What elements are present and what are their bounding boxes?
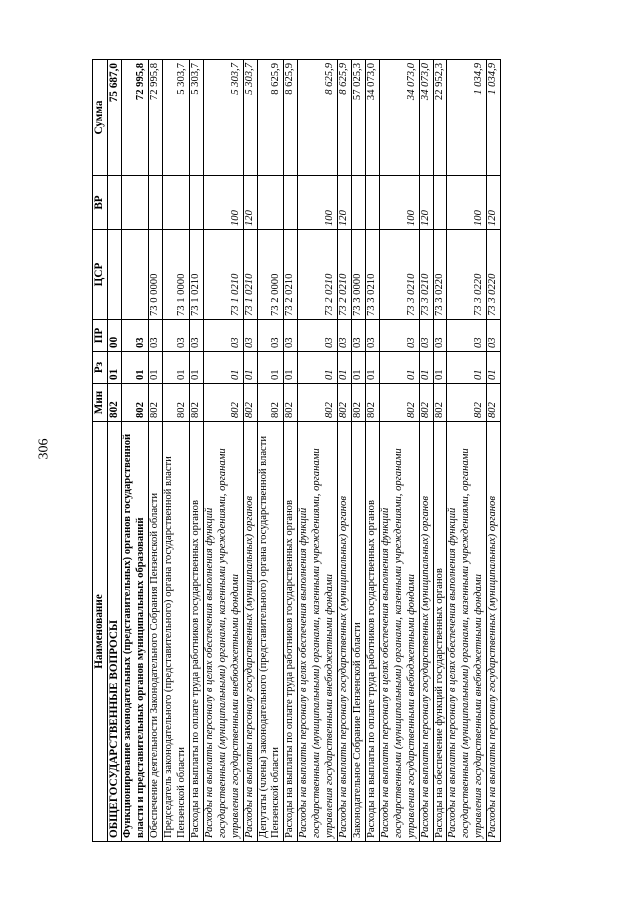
name-cell: Расходы на выплаты персоналу в целях обеспечения выполнения функций государственными (муниципальными) органами, казенными учреждениями, органами управления государственными внебюджетными фондами <box>379 422 419 842</box>
vr-cell <box>107 176 122 230</box>
pr-cell: 03 <box>284 320 298 352</box>
table-row <box>149 60 163 842</box>
pr-cell: 03 <box>189 320 203 352</box>
min-cell: 802 <box>107 384 122 422</box>
name-cell: Расходы на выплаты персоналу государственных (муниципальных) органов <box>243 422 257 842</box>
sum-cell: 8 625,9 <box>257 60 284 176</box>
rz-cell: 01 <box>447 352 487 384</box>
table-row <box>433 60 447 842</box>
pr-cell: 03 <box>433 320 447 352</box>
page-number: 306 <box>36 438 52 460</box>
min-cell: 802 <box>365 384 379 422</box>
csr-cell: 73 3 0220 <box>433 230 447 320</box>
min-cell: 802 <box>149 384 163 422</box>
sum-cell: 1 034,9 <box>487 60 501 176</box>
pr-cell: 03 <box>447 320 487 352</box>
min-cell: 802 <box>379 384 419 422</box>
name-cell: Депутаты (члены) законодательного (представительного) органа государственной власти Пензенской области <box>257 422 284 842</box>
rz-cell: 01 <box>298 352 338 384</box>
header-pr: ПР <box>93 320 108 352</box>
min-cell: 802 <box>433 384 447 422</box>
name-cell: Функционирование законодательных (представительных) органов государственной власти и представительных органов муниципальных образований <box>122 422 149 842</box>
csr-cell: 73 2 0000 <box>257 230 284 320</box>
min-cell: 802 <box>487 384 501 422</box>
sum-cell: 8 625,9 <box>284 60 298 176</box>
csr-cell: 73 3 0220 <box>487 230 501 320</box>
csr-cell <box>122 230 149 320</box>
min-cell: 802 <box>419 384 433 422</box>
min-cell: 802 <box>243 384 257 422</box>
pr-cell: 03 <box>379 320 419 352</box>
csr-cell <box>107 230 122 320</box>
vr-cell <box>284 176 298 230</box>
header-name: Наименование <box>93 422 108 842</box>
table-row <box>487 60 501 842</box>
table-row <box>163 60 190 842</box>
vr-cell <box>163 176 190 230</box>
pr-cell: 03 <box>163 320 190 352</box>
min-cell: 802 <box>163 384 190 422</box>
rz-cell: 01 <box>163 352 190 384</box>
pr-cell: 03 <box>365 320 379 352</box>
vr-cell <box>257 176 284 230</box>
csr-cell: 73 3 0210 <box>365 230 379 320</box>
min-cell: 802 <box>298 384 338 422</box>
name-cell: ОБЩЕГОСУДАРСТВЕННЫЕ ВОПРОСЫ <box>107 422 122 842</box>
table-row <box>189 60 203 842</box>
min-cell: 802 <box>447 384 487 422</box>
rz-cell: 01 <box>189 352 203 384</box>
pr-cell: 03 <box>149 320 163 352</box>
sum-cell: 72 995,8 <box>122 60 149 176</box>
name-cell: Обеспечение деятельности Законодательного Собрания Пензенской области <box>149 422 163 842</box>
table-row <box>107 60 122 842</box>
table-row <box>379 60 419 842</box>
header-rz: Рз <box>93 352 108 384</box>
rz-cell: 01 <box>122 352 149 384</box>
vr-cell <box>433 176 447 230</box>
rz-cell: 01 <box>107 352 122 384</box>
table-row <box>122 60 149 842</box>
table-row <box>284 60 298 842</box>
csr-cell: 73 1 0000 <box>163 230 190 320</box>
vr-cell <box>149 176 163 230</box>
pr-cell: 03 <box>487 320 501 352</box>
table-header-row <box>93 60 108 842</box>
vr-cell: 100 <box>447 176 487 230</box>
name-cell: Расходы на выплаты персоналу в целях обеспечения выполнения функций государственными (муниципальными) органами, казенными учреждениями, органами управления государственными внебюджетными фондами <box>447 422 487 842</box>
vr-cell: 100 <box>203 176 243 230</box>
vr-cell: 120 <box>338 176 352 230</box>
table-row <box>447 60 487 842</box>
name-cell: Расходы на выплаты персоналу в целях обеспечения выполнения функций государственными (муниципальными) органами, казенными учреждениями, органами управления государственными внебюджетными фондами <box>298 422 338 842</box>
pr-cell: 03 <box>298 320 338 352</box>
pr-cell: 03 <box>351 320 365 352</box>
name-cell: Расходы на выплаты персоналу государственных (муниципальных) органов <box>338 422 352 842</box>
sum-cell: 5 303,7 <box>189 60 203 176</box>
vr-cell: 120 <box>419 176 433 230</box>
sum-cell: 75 687,0 <box>107 60 122 176</box>
rz-cell: 01 <box>419 352 433 384</box>
sum-cell: 8 625,9 <box>298 60 338 176</box>
rz-cell: 01 <box>284 352 298 384</box>
sum-cell: 22 952,3 <box>433 60 447 176</box>
sum-cell: 57 025,3 <box>351 60 365 176</box>
budget-table <box>92 59 501 842</box>
pr-cell: 03 <box>203 320 243 352</box>
name-cell: Законодательное Собрание Пензенской области <box>351 422 365 842</box>
vr-cell <box>351 176 365 230</box>
rz-cell: 01 <box>149 352 163 384</box>
vr-cell: 120 <box>487 176 501 230</box>
table-row <box>338 60 352 842</box>
vr-cell <box>122 176 149 230</box>
sum-cell: 5 303,7 <box>243 60 257 176</box>
vr-cell: 120 <box>243 176 257 230</box>
csr-cell: 73 1 0210 <box>203 230 243 320</box>
min-cell: 802 <box>257 384 284 422</box>
csr-cell: 73 3 0210 <box>419 230 433 320</box>
min-cell: 802 <box>351 384 365 422</box>
rz-cell: 01 <box>351 352 365 384</box>
csr-cell: 73 2 0210 <box>284 230 298 320</box>
min-cell: 802 <box>338 384 352 422</box>
rz-cell: 01 <box>365 352 379 384</box>
name-cell: Расходы на выплаты по оплате труда работников государственных органов <box>284 422 298 842</box>
rotated-page-content <box>92 60 615 842</box>
pr-cell: 03 <box>122 320 149 352</box>
sum-cell: 34 073,0 <box>379 60 419 176</box>
min-cell: 802 <box>189 384 203 422</box>
csr-cell: 73 1 0210 <box>189 230 203 320</box>
table-row <box>243 60 257 842</box>
min-cell: 802 <box>203 384 243 422</box>
csr-cell: 73 3 0220 <box>447 230 487 320</box>
name-cell: Расходы на выплаты персоналу в целях обеспечения выполнения функций государственными (муниципальными) органами, казенными учреждениями, органами управления государственными внебюджетными фондами <box>203 422 243 842</box>
name-cell: Расходы на выплаты персоналу государственных (муниципальных) органов <box>419 422 433 842</box>
vr-cell: 100 <box>298 176 338 230</box>
sum-cell: 8 625,9 <box>338 60 352 176</box>
pr-cell: 00 <box>107 320 122 352</box>
table-row <box>203 60 243 842</box>
header-min: Мин <box>93 384 108 422</box>
csr-cell: 73 3 0210 <box>379 230 419 320</box>
name-cell: Расходы на выплаты персоналу государственных (муниципальных) органов <box>487 422 501 842</box>
table-body <box>107 60 500 842</box>
pr-cell: 03 <box>243 320 257 352</box>
csr-cell: 73 2 0210 <box>338 230 352 320</box>
rz-cell: 01 <box>433 352 447 384</box>
table-row <box>419 60 433 842</box>
table-row <box>298 60 338 842</box>
sum-cell: 34 073,0 <box>365 60 379 176</box>
sum-cell: 5 303,7 <box>203 60 243 176</box>
pr-cell: 03 <box>338 320 352 352</box>
min-cell: 802 <box>122 384 149 422</box>
name-cell: Расходы на выплаты по оплате труда работников государственных органов <box>189 422 203 842</box>
table-row <box>257 60 284 842</box>
name-cell: Расходы на выплаты по оплате труда работников государственных органов <box>365 422 379 842</box>
vr-cell <box>365 176 379 230</box>
rz-cell: 01 <box>243 352 257 384</box>
rz-cell: 01 <box>338 352 352 384</box>
sum-cell: 5 303,7 <box>163 60 190 176</box>
sum-cell: 72 995,8 <box>149 60 163 176</box>
name-cell: Расходы на обеспечение функций государственных органов <box>433 422 447 842</box>
rz-cell: 01 <box>487 352 501 384</box>
name-cell: Председатель законодательного (представительного) органа государственной власти Пензенской области <box>163 422 190 842</box>
header-csr: ЦСР <box>93 230 108 320</box>
csr-cell: 73 0 0000 <box>149 230 163 320</box>
csr-cell: 73 2 0210 <box>298 230 338 320</box>
rz-cell: 01 <box>379 352 419 384</box>
vr-cell <box>189 176 203 230</box>
pr-cell: 03 <box>257 320 284 352</box>
sum-cell: 34 073,0 <box>419 60 433 176</box>
header-sum: Сумма <box>93 60 108 176</box>
sum-cell: 1 034,9 <box>447 60 487 176</box>
csr-cell: 73 3 0000 <box>351 230 365 320</box>
rz-cell: 01 <box>257 352 284 384</box>
vr-cell: 100 <box>379 176 419 230</box>
table-row <box>351 60 365 842</box>
min-cell: 802 <box>284 384 298 422</box>
rz-cell: 01 <box>203 352 243 384</box>
table-row <box>365 60 379 842</box>
csr-cell: 73 1 0210 <box>243 230 257 320</box>
header-vr: ВР <box>93 176 108 230</box>
pr-cell: 03 <box>419 320 433 352</box>
